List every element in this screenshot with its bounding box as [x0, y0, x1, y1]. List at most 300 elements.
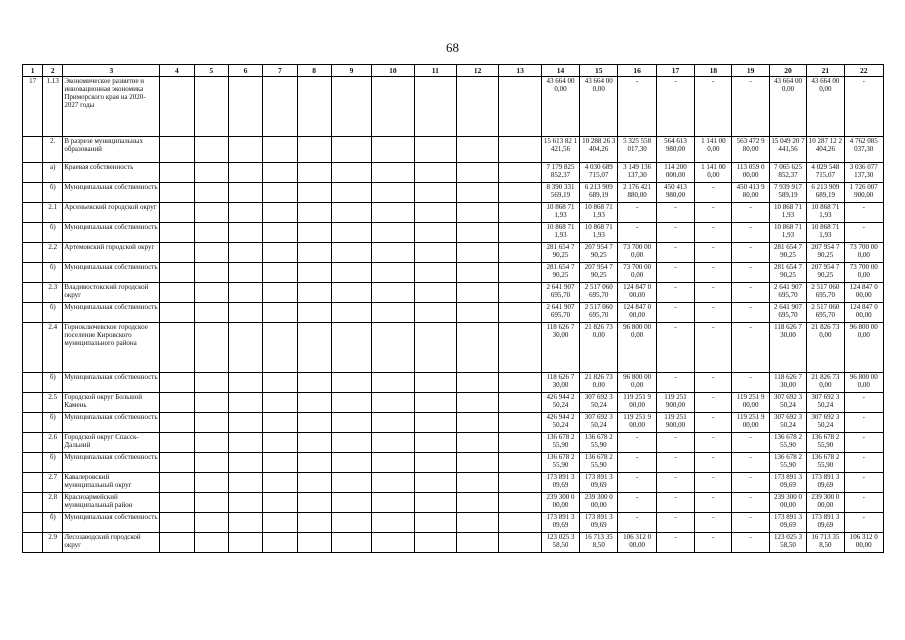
table-cell — [194, 393, 228, 413]
table-cell: 119 251 9 00,00 — [618, 413, 656, 433]
table-cell — [499, 453, 541, 473]
table-cell: 15 049 20 7 441,56 — [769, 137, 806, 163]
table-cell: 10 868 71 1,93 — [769, 203, 806, 223]
table-cell: 207 954 7 90,25 — [807, 243, 844, 263]
table-cell: 7 939 917 589,19 — [769, 183, 806, 203]
table-cell: Муниципальная собственность — [63, 413, 160, 433]
table-cell — [456, 323, 498, 373]
table-cell — [160, 77, 194, 137]
table-cell: 123 025 3 58,50 — [541, 533, 579, 553]
table-cell — [372, 533, 414, 553]
table-cell — [456, 453, 498, 473]
table-cell: 3 149 136 137,30 — [618, 163, 656, 183]
table-cell: Муниципальная собственность — [63, 453, 160, 473]
table-cell: 21 826 73 0,00 — [807, 373, 844, 393]
table-cell — [228, 453, 262, 473]
column-header: 16 — [618, 65, 656, 77]
table-cell: Городской округ Спасск-Дальний — [63, 433, 160, 453]
table-cell: 2.6 — [43, 433, 63, 453]
table-cell — [228, 223, 262, 243]
table-cell: - — [695, 223, 732, 243]
table-cell — [297, 533, 331, 553]
table-cell: 2 517 060 695,70 — [807, 303, 844, 323]
column-header: 17 — [656, 65, 694, 77]
table-cell: - — [695, 323, 732, 373]
table-cell: 136 678 2 55,90 — [769, 433, 806, 453]
table-row — [23, 77, 884, 137]
table-cell: - — [695, 493, 732, 513]
table-cell — [499, 493, 541, 513]
table-row — [23, 243, 884, 263]
table-cell: 1 141 00 0,00 — [695, 163, 732, 183]
table-row — [23, 283, 884, 303]
table-cell — [414, 323, 456, 373]
table-cell — [456, 533, 498, 553]
table-cell — [228, 533, 262, 553]
header-row — [23, 65, 884, 77]
table-cell — [228, 183, 262, 203]
table-cell — [23, 223, 43, 243]
table-cell — [160, 163, 194, 183]
table-cell — [194, 513, 228, 533]
table-cell: 96 800 00 0,00 — [844, 323, 883, 373]
table-cell — [23, 433, 43, 453]
table-body — [23, 77, 884, 553]
column-header: 2 — [43, 65, 63, 77]
table-cell: 5 325 558 017,30 — [618, 137, 656, 163]
column-header: 3 — [63, 65, 160, 77]
table-row — [23, 473, 884, 493]
table-cell: - — [732, 373, 769, 393]
table-cell — [228, 263, 262, 283]
table-cell: 2.9 — [43, 533, 63, 553]
table-cell: 10 868 71 1,93 — [807, 203, 844, 223]
table-cell — [194, 303, 228, 323]
table-cell — [228, 413, 262, 433]
table-cell — [372, 393, 414, 413]
table-cell: 21 826 73 0,00 — [580, 373, 618, 393]
table-cell: 2.2 — [43, 243, 63, 263]
table-cell — [160, 533, 194, 553]
table-cell: 17 — [23, 77, 43, 137]
table-cell: 136 678 2 55,90 — [541, 433, 579, 453]
table-cell: Арсеньевский городской округ — [63, 203, 160, 223]
table-cell — [331, 77, 371, 137]
table-cell: 2 641 907 695,70 — [769, 303, 806, 323]
table-cell — [499, 303, 541, 323]
table-cell: 239 300 0 00,00 — [541, 493, 579, 513]
table-cell — [228, 283, 262, 303]
table-cell: - — [656, 223, 694, 243]
table-row — [23, 493, 884, 513]
table-cell: 43 664 00 0,00 — [541, 77, 579, 137]
table-cell — [23, 473, 43, 493]
table-cell — [372, 77, 414, 137]
table-cell — [23, 303, 43, 323]
table-cell — [456, 163, 498, 183]
table-cell: б) — [43, 263, 63, 283]
table-cell — [263, 137, 297, 163]
table-cell: - — [656, 77, 694, 137]
column-header: 19 — [732, 65, 769, 77]
table-cell: 450 413 9 80,00 — [732, 183, 769, 203]
table-row — [23, 453, 884, 473]
table-row — [23, 413, 884, 433]
table-cell — [414, 263, 456, 283]
table-cell: - — [732, 433, 769, 453]
table-cell: 6 213 909 689,19 — [580, 183, 618, 203]
table-row — [23, 513, 884, 533]
table-cell — [23, 283, 43, 303]
table-cell: 2 641 907 695,70 — [769, 283, 806, 303]
table-cell: Лесозаводский городской округ — [63, 533, 160, 553]
table-cell: 10 868 71 1,93 — [580, 223, 618, 243]
table-cell — [372, 493, 414, 513]
table-cell — [263, 203, 297, 223]
table-cell: Муниципальная собственность — [63, 373, 160, 393]
table-cell — [23, 323, 43, 373]
table-cell: 119 251 9 00,00 — [732, 393, 769, 413]
table-cell: 118 626 7 30,00 — [541, 373, 579, 393]
table-cell: - — [618, 223, 656, 243]
table-cell: - — [695, 183, 732, 203]
table-cell — [297, 303, 331, 323]
table-cell: Краевая собственность — [63, 163, 160, 183]
table-cell: 2 517 060 695,70 — [807, 283, 844, 303]
table-cell — [414, 373, 456, 393]
table-cell — [499, 137, 541, 163]
table-cell — [228, 77, 262, 137]
table-cell: б) — [43, 413, 63, 433]
table-cell: - — [695, 413, 732, 433]
table-cell — [456, 393, 498, 413]
table-cell: - — [732, 223, 769, 243]
table-cell: - — [656, 513, 694, 533]
table-cell: - — [732, 493, 769, 513]
table-cell — [160, 223, 194, 243]
table-cell: - — [732, 473, 769, 493]
column-header: 11 — [414, 65, 456, 77]
table-cell: 73 700 00 0,00 — [618, 243, 656, 263]
table-cell — [263, 473, 297, 493]
table-cell: б) — [43, 223, 63, 243]
table-cell — [456, 413, 498, 433]
table-cell — [160, 373, 194, 393]
table-cell: - — [732, 453, 769, 473]
table-cell — [228, 323, 262, 373]
table-cell — [499, 433, 541, 453]
table-cell: 307 692 3 50,24 — [580, 393, 618, 413]
table-cell: 2.5 — [43, 393, 63, 413]
table-cell — [499, 163, 541, 183]
table-cell: 106 312 0 00,00 — [844, 533, 883, 553]
table-cell — [194, 493, 228, 513]
table-cell — [228, 203, 262, 223]
table-cell — [414, 453, 456, 473]
table-cell — [297, 453, 331, 473]
table-cell: - — [695, 303, 732, 323]
table-cell: - — [695, 77, 732, 137]
table-cell — [456, 223, 498, 243]
table-cell — [263, 453, 297, 473]
table-cell: - — [695, 243, 732, 263]
table-cell: В разрезе муниципальных образований — [63, 137, 160, 163]
table-cell — [499, 263, 541, 283]
table-cell: 307 692 3 50,24 — [769, 393, 806, 413]
table-cell: 136 678 2 55,90 — [541, 453, 579, 473]
table-cell: Муниципальная собственность — [63, 263, 160, 283]
table-cell: - — [618, 203, 656, 223]
table-cell — [499, 323, 541, 373]
table-cell: - — [844, 433, 883, 453]
table-cell: 173 891 3 09,69 — [580, 473, 618, 493]
column-header: 6 — [228, 65, 262, 77]
table-cell: 21 826 73 0,00 — [807, 323, 844, 373]
table-cell: 1 141 00 0,00 — [695, 137, 732, 163]
table-cell — [456, 203, 498, 223]
page-number: 68 — [446, 40, 459, 55]
table-cell: - — [618, 453, 656, 473]
table-cell: 3 036 077 137,30 — [844, 163, 883, 183]
table-cell: 96 800 00 0,00 — [618, 373, 656, 393]
table-cell — [331, 223, 371, 243]
table-cell: 4 029 548 715,07 — [807, 163, 844, 183]
table-cell — [456, 303, 498, 323]
table-cell — [263, 243, 297, 263]
table-row — [23, 223, 884, 243]
table-cell: 124 847 0 00,00 — [618, 303, 656, 323]
table-cell: а) — [43, 163, 63, 183]
table-cell — [499, 283, 541, 303]
column-header: 7 — [263, 65, 297, 77]
table-cell: 136 678 2 55,90 — [580, 453, 618, 473]
table-cell — [23, 393, 43, 413]
table-cell — [414, 493, 456, 513]
column-header: 4 — [160, 65, 194, 77]
table-cell — [160, 513, 194, 533]
table-cell: Муниципальная собственность — [63, 223, 160, 243]
table-cell — [456, 77, 498, 137]
table-cell — [160, 433, 194, 453]
table-cell — [194, 473, 228, 493]
table-cell — [297, 323, 331, 373]
table-cell — [297, 203, 331, 223]
table-cell: 281 654 7 90,25 — [769, 243, 806, 263]
table-cell: 16 713 35 8,50 — [807, 533, 844, 553]
table-cell — [456, 263, 498, 283]
table-cell: 207 954 7 90,25 — [807, 263, 844, 283]
column-header: 12 — [456, 65, 498, 77]
table-cell — [23, 513, 43, 533]
table-row — [23, 183, 884, 203]
table-cell: - — [844, 453, 883, 473]
table-cell — [297, 243, 331, 263]
table-cell — [297, 513, 331, 533]
table-cell — [194, 77, 228, 137]
table-cell: 10 868 71 1,93 — [541, 203, 579, 223]
table-cell — [414, 473, 456, 493]
table-cell — [194, 433, 228, 453]
table-cell: 119 251 900,00 — [656, 393, 694, 413]
column-header: 5 — [194, 65, 228, 77]
table-cell — [456, 137, 498, 163]
table-cell: - — [656, 473, 694, 493]
column-header: 8 — [297, 65, 331, 77]
table-cell — [331, 283, 371, 303]
table-cell — [331, 493, 371, 513]
table-cell — [297, 137, 331, 163]
table-cell — [499, 203, 541, 223]
column-header: 20 — [769, 65, 806, 77]
table-cell — [414, 243, 456, 263]
table-cell — [194, 137, 228, 163]
table-cell: б) — [43, 183, 63, 203]
table-cell — [372, 263, 414, 283]
table-cell — [499, 243, 541, 263]
table-cell: - — [844, 473, 883, 493]
table-cell — [414, 183, 456, 203]
table-cell — [331, 303, 371, 323]
table-cell: 1 726 007 900,00 — [844, 183, 883, 203]
table-cell — [456, 433, 498, 453]
table-cell — [499, 513, 541, 533]
table-cell — [414, 533, 456, 553]
table-cell — [23, 163, 43, 183]
table-cell — [228, 473, 262, 493]
table-cell: 2 641 907 695,70 — [541, 303, 579, 323]
table-cell: 207 954 7 90,25 — [580, 263, 618, 283]
table-cell: 124 847 0 00,00 — [844, 303, 883, 323]
table-row — [23, 263, 884, 283]
table-row — [23, 393, 884, 413]
table-cell: - — [656, 203, 694, 223]
table-cell — [331, 183, 371, 203]
table-cell — [23, 413, 43, 433]
table-cell: - — [732, 203, 769, 223]
table-cell — [263, 413, 297, 433]
table-cell — [414, 513, 456, 533]
table-cell: 136 678 2 55,90 — [807, 453, 844, 473]
column-header: 10 — [372, 65, 414, 77]
table-cell — [194, 323, 228, 373]
table-cell — [499, 183, 541, 203]
table-cell — [160, 243, 194, 263]
table-cell — [414, 77, 456, 137]
table-cell: 2 641 907 695,70 — [541, 283, 579, 303]
table-cell — [228, 433, 262, 453]
table-cell: 173 891 3 09,69 — [541, 473, 579, 493]
table-row — [23, 373, 884, 393]
table-cell: - — [695, 283, 732, 303]
table-cell: 307 692 3 50,24 — [769, 413, 806, 433]
table-cell: 118 626 7 30,00 — [541, 323, 579, 373]
table-cell: - — [695, 373, 732, 393]
table-cell: - — [732, 303, 769, 323]
column-header: 18 — [695, 65, 732, 77]
table-cell: 136 678 2 55,90 — [769, 453, 806, 473]
table-cell — [499, 77, 541, 137]
table-cell: б) — [43, 373, 63, 393]
table-cell — [372, 413, 414, 433]
table-cell — [263, 183, 297, 203]
table-cell: 106 312 0 00,00 — [618, 533, 656, 553]
table-cell: 426 944 2 50,24 — [541, 393, 579, 413]
table-cell — [297, 493, 331, 513]
table-cell: 124 847 0 00,00 — [618, 283, 656, 303]
table-cell — [372, 373, 414, 393]
table-cell: 7 179 825 852,37 — [541, 163, 579, 183]
table-cell: - — [695, 203, 732, 223]
table-cell: - — [695, 393, 732, 413]
table-cell: 43 664 00 0,00 — [807, 77, 844, 137]
table-cell — [23, 533, 43, 553]
table-cell: 73 700 00 0,00 — [844, 243, 883, 263]
table-cell: - — [732, 263, 769, 283]
table-cell — [297, 413, 331, 433]
table-cell: - — [656, 303, 694, 323]
table-cell — [372, 453, 414, 473]
table-cell: - — [618, 433, 656, 453]
table-cell — [372, 323, 414, 373]
table-cell: 96 800 00 0,00 — [844, 373, 883, 393]
table-cell: 2.4 — [43, 323, 63, 373]
table-cell: 281 654 7 90,25 — [541, 243, 579, 263]
table-cell: 43 664 00 0,00 — [769, 77, 806, 137]
table-cell — [160, 203, 194, 223]
table-cell: 10 868 71 1,93 — [541, 223, 579, 243]
table-cell — [263, 77, 297, 137]
table-cell — [372, 163, 414, 183]
column-header: 9 — [331, 65, 371, 77]
table-cell — [414, 393, 456, 413]
table-cell — [456, 373, 498, 393]
table-cell: - — [844, 77, 883, 137]
table-cell — [228, 303, 262, 323]
table-cell — [499, 413, 541, 433]
table-cell — [194, 533, 228, 553]
table-cell — [263, 513, 297, 533]
table-cell — [331, 513, 371, 533]
table-cell — [23, 243, 43, 263]
table-cell: Артемовский городской округ — [63, 243, 160, 263]
table-cell: 73 700 00 0,00 — [844, 263, 883, 283]
table-cell: 8 390 331 569,19 — [541, 183, 579, 203]
table-cell: - — [656, 373, 694, 393]
table-cell: 307 692 3 50,24 — [807, 413, 844, 433]
table-cell: 2.7 — [43, 473, 63, 493]
table-cell: - — [844, 223, 883, 243]
table-cell: 16 713 35 8,50 — [580, 533, 618, 553]
table-cell: 10 868 71 1,93 — [769, 223, 806, 243]
table-cell: - — [732, 533, 769, 553]
table-cell — [160, 413, 194, 433]
table-cell — [194, 203, 228, 223]
table-cell — [194, 413, 228, 433]
table-cell — [160, 323, 194, 373]
table-cell — [331, 323, 371, 373]
table-cell — [23, 183, 43, 203]
table-cell: - — [618, 473, 656, 493]
table-cell: - — [618, 493, 656, 513]
table-cell — [160, 183, 194, 203]
column-header: 14 — [541, 65, 579, 77]
table-cell — [372, 283, 414, 303]
table-cell: 43 664 00 0,00 — [580, 77, 618, 137]
table-cell: 173 891 3 09,69 — [807, 513, 844, 533]
table-cell — [228, 393, 262, 413]
table-row — [23, 137, 884, 163]
table-cell — [414, 163, 456, 183]
